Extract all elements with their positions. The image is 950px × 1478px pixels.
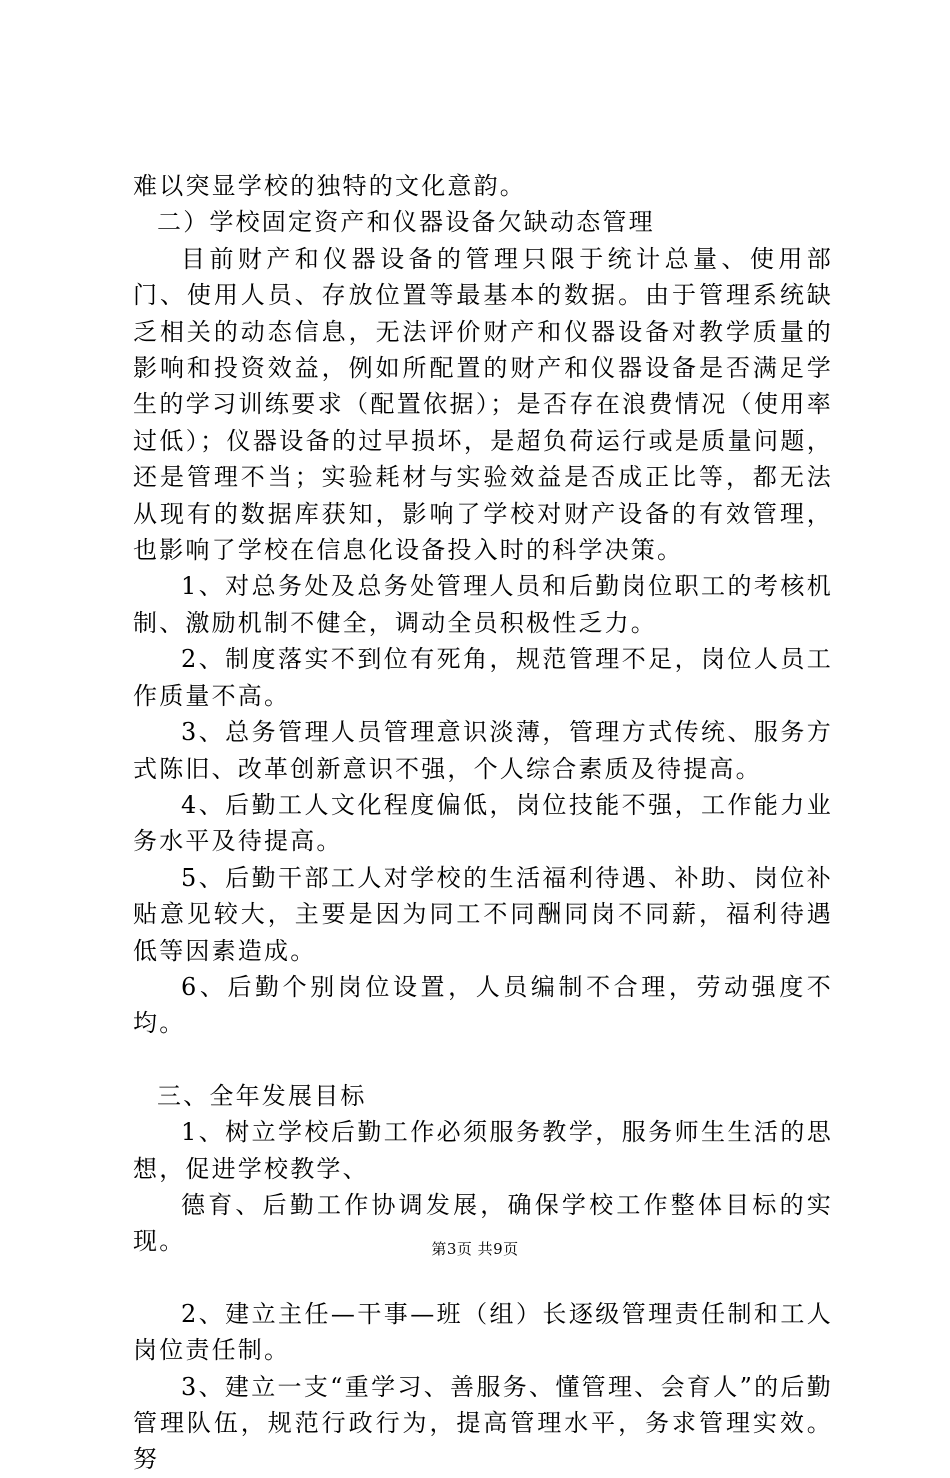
list-item-1: 1、对总务处及总务处管理人员和后勤岗位职工的考核机制、激励机制不健全，调动全员积极性乏力。	[133, 572, 833, 637]
goal-item-3: 3、建立一支“重学习、善服务、懂管理、会育人”的后勤管理队伍，规范行政行为，提高管理水平，务求管理实效。努	[133, 1372, 833, 1474]
list-item-4: 4、后勤工人文化程度偏低，岗位技能不强，工作能力业务水平及待提高。	[133, 790, 833, 856]
paragraph-culture-ending: 难以突显学校的独特的文化意韵。	[133, 172, 526, 200]
page-footer: 第3页 共9页	[431, 1240, 519, 1258]
section-heading-annual-goals: 三、全年发展目标	[157, 1081, 367, 1110]
document-body	[133, 168, 833, 1478]
goal-item-1: 1、树立学校后勤工作必须服务教学，服务师生生活的思想，促进学校教学、	[133, 1118, 833, 1183]
list-item-3: 3、总务管理人员管理意识淡薄，管理方式传统、服务方式陈旧、改革创新意识不强，个人综合素质及待提高。	[133, 718, 833, 783]
list-item-6: 6、后勤个别岗位设置，人员编制不合理，劳动强度不均。	[133, 972, 833, 1038]
blank-line	[133, 1260, 833, 1296]
paragraph-asset-management-detail: 目前财产和仪器设备的管理只限于统计总量、使用部门、使用人员、存放位置等最基本的数据。由于管理系统缺乏相关的动态信息，无法评价财产和仪器设备对教学质量的影响和投资效益，例如所配置的财产和仪器设备是否满足学生的学习训练要求（配置依据）；是否存在浪费情况（使用率过低）；仪器设备的过早损坏，是超负荷运行或是质量问题，还是管理不当；实验耗材与实验效益是否成正比等，都无法从现有的数据库获知，影响了学校对财产设备的有效管理，也影响了学校在信息化设备投入时的科学决策。	[133, 244, 833, 565]
list-item-2: 2、制度落实不到位有死角，规范管理不足，岗位人员工作质量不高。	[133, 645, 833, 710]
goal-item-2: 2、建立主任—干事—班（组）长逐级管理责任制和工人岗位责任制。	[133, 1299, 833, 1365]
blank-line	[133, 1042, 833, 1078]
section-heading-asset-management: 二）学校固定资产和仪器设备欠缺动态管理	[157, 208, 655, 237]
list-item-5: 5、后勤干部工人对学校的生活福利待遇、补助、岗位补贴意见较大，主要是因为同工不同酬同岗不同薪，福利待遇低等因素造成。	[133, 863, 833, 965]
goal-item-1-continued: 德育、后勤工作协调发展，确保学校工作整体目标的实现。	[133, 1190, 833, 1256]
